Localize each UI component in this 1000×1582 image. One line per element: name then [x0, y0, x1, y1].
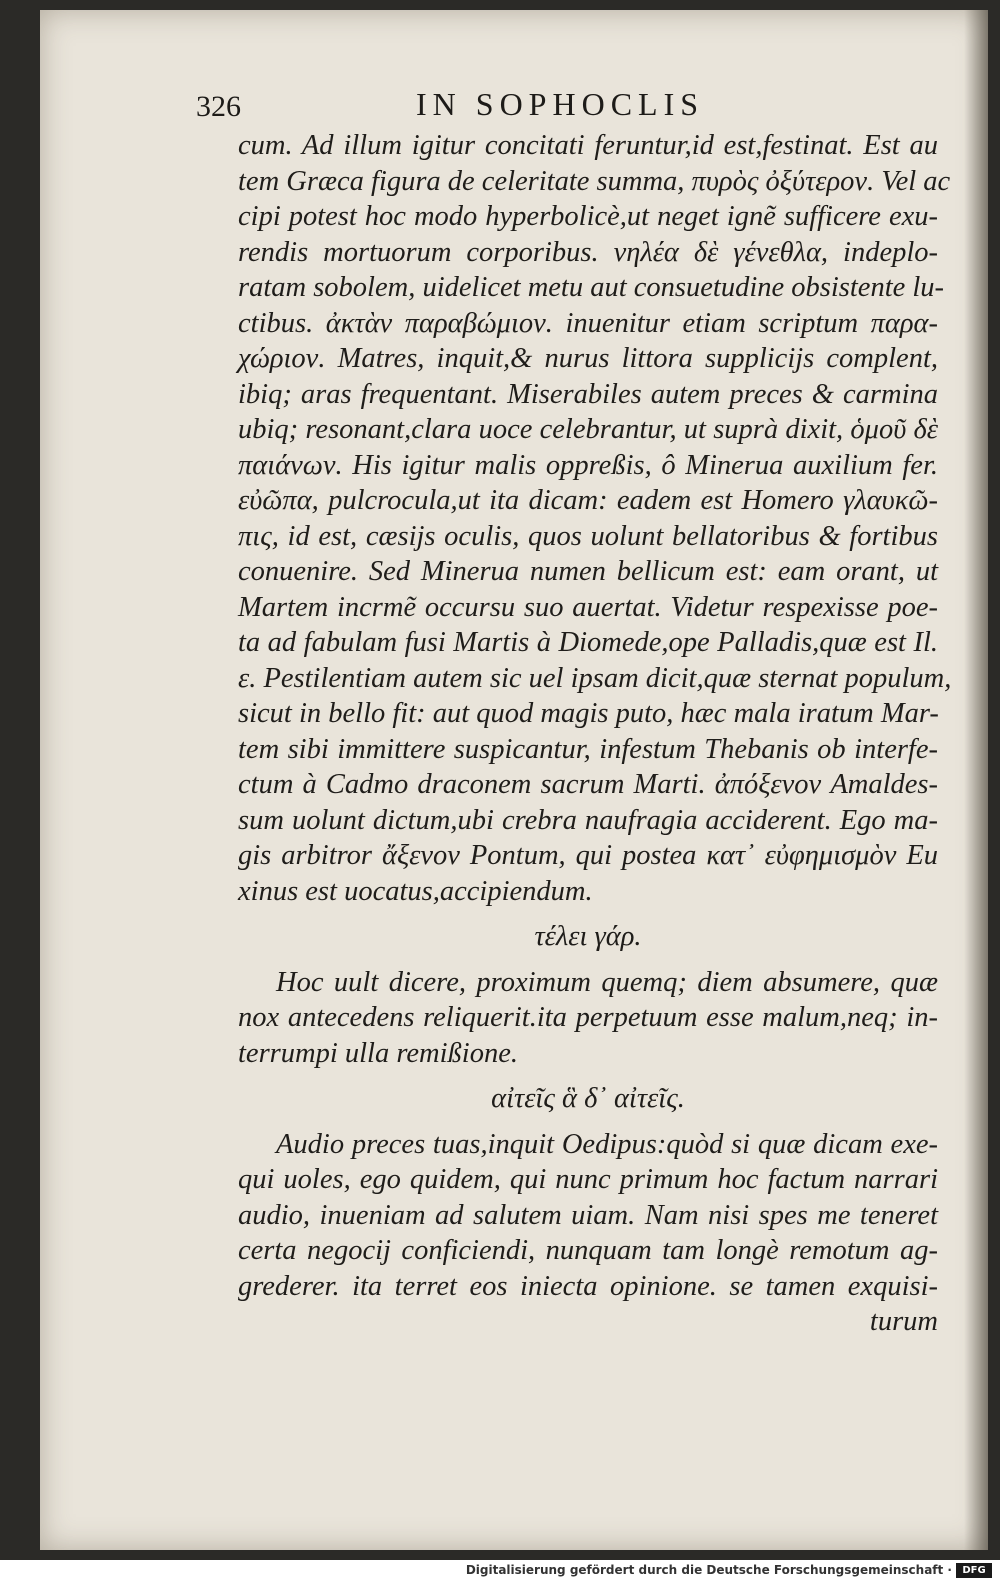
text-line: πις, id est, cæsijs oculis, quos uolunt bellatoribus & fortibus — [238, 520, 938, 552]
text-line: conuenire. Sed Minerua numen bellicum est: eam orant, ut — [238, 556, 938, 587]
page-edge-shadow — [964, 10, 988, 1550]
paragraph-gap — [238, 1117, 938, 1127]
text-line: ctibus. ἀκτὰν παραβώμιον. inuenitur etiam scriptum παρα- — [238, 307, 938, 339]
text-line: sum uolunt dictum,ubi crebra naufragia acciderent. Ego ma- — [238, 804, 938, 836]
text-line: terrumpi ulla remißione. — [238, 1037, 518, 1069]
text-line: qui uoles, ego quidem, qui nunc primum hoc factum narrari — [238, 1164, 938, 1195]
text-line: rendis mortuorum corporibus. νηλέα δὲ γένεθλα, indeplo- — [238, 236, 938, 268]
text-line: cipi potest hoc modo hyperbolicè,ut neget ignẽ sufficere exu- — [238, 201, 938, 232]
text-line: εὐῶπα, pulcrocula,ut ita dicam: eadem est Homero γλαυκῶ- — [238, 485, 938, 516]
text-line: xinus est uocatus,accipiendum. — [238, 875, 593, 907]
text-line: Audio preces tuas,inquit Oedipus:quòd si quæ dicam exe- — [276, 1128, 938, 1160]
text-line: tem Græca figura de celeritate summa, πυρὸς ὀξύτερον. Vel ac — [238, 165, 951, 197]
paragraph-gap — [238, 909, 938, 919]
text-line: χώριον. Matres, inquit,& nurus littora supplicijs complent, — [238, 343, 938, 374]
text-line: ta ad fabulam fusi Martis à Diomede,ope Palladis,quæ est Il. — [238, 627, 938, 658]
running-title: IN SOPHOCLIS — [416, 86, 705, 122]
dfg-logo: DFG — [956, 1563, 992, 1578]
text-line: ubiq; resonant,clara uoce celebrantur, ut suprà dixit, ὁμοῦ δὲ — [238, 414, 938, 445]
text-line: nox antecedens reliquerit.ita perpetuum esse malum,neq; in- — [238, 1002, 938, 1033]
text-line: ibiq; aras frequentant. Miserabiles autem preces & carmina — [238, 378, 938, 410]
paragraph-gap — [238, 1071, 938, 1081]
text-line: cum. Ad illum igitur concitati feruntur,id est,festinat. Est au — [238, 130, 938, 161]
page-number: 326 — [196, 90, 241, 123]
greek-lemma-heading: αἰτεῖς ἃ δ᾿ αἰτεῖς. — [491, 1083, 685, 1114]
text-line: certa negocij conficiendi, nunquam tam longè remotum ag- — [238, 1235, 938, 1266]
text-line: ratam sobolem, uidelicet metu aut consuetudine obsistente lu- — [238, 272, 945, 303]
text-line: Hoc uult dicere, proximum quemq; diem absumere, quæ — [276, 966, 938, 998]
text-line: gis arbitror ἄξενον Pontum, qui postea κατ᾿ εὐφημισμὸν Eu — [238, 840, 938, 871]
text-line: παιάνων. His igitur malis oppreßis, ô Minerua auxilium fer. — [238, 449, 938, 481]
text-line: turum — [869, 1306, 938, 1337]
funding-credit: Digitalisierung gefördert durch die Deutsche Forschungsgemeinschaft · — [465, 1563, 952, 1577]
greek-lemma-heading: τέλει γάρ. — [534, 921, 642, 952]
text-line: grederer. ita terret eos iniecta opinione. se tamen exquisi- — [238, 1270, 938, 1302]
text-line: audio, inueniam ad salutem uiam. Nam nisi spes me teneret — [238, 1199, 938, 1231]
text-line: ε. Pestilentiam autem sic uel ipsam dicit,quæ sternat populum, — [238, 662, 952, 694]
page-header — [196, 86, 756, 126]
text-line: Martem incrmẽ occursu suo auertat. Videtur respexisse poe- — [238, 591, 938, 623]
text-line: tem sibi immittere suspicantur, infestum Thebanis ob interfe- — [238, 733, 938, 765]
body-text — [238, 128, 952, 1340]
paragraph-gap — [238, 955, 938, 965]
text-line: ctum à Cadmo draconem sacrum Marti. ἀπόξενον Amaldes- — [238, 769, 938, 800]
text-line: sicut in bello fit: aut quod magis puto, hæc mala iratum Mar- — [238, 698, 939, 729]
footer-bar — [0, 1560, 1000, 1582]
